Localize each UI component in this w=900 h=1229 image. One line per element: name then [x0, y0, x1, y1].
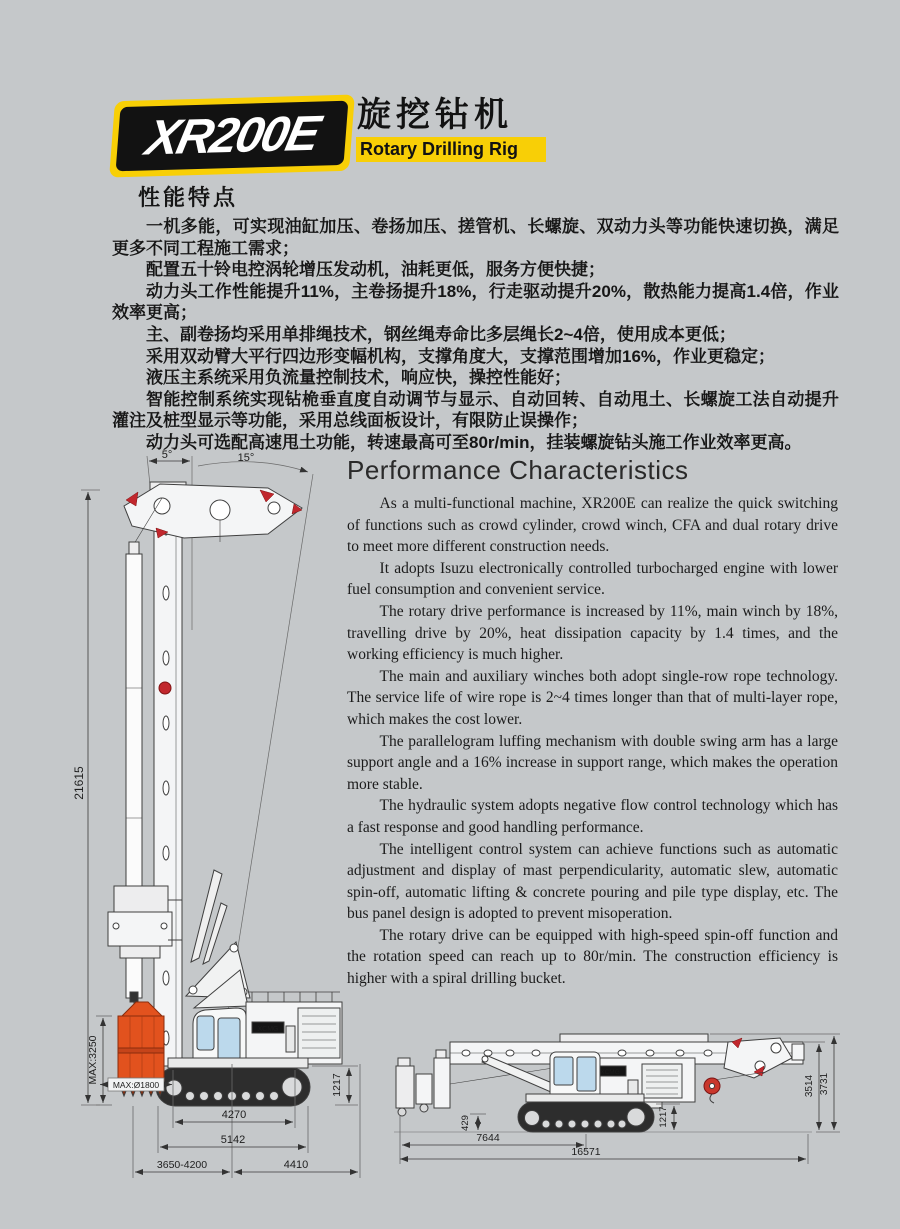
dim-4410-label: 4410: [283, 1159, 309, 1171]
features-title-chinese: 性能特点: [138, 185, 239, 210]
performance-paragraph: The hydraulic system adopts negative flow control technology which has a fast response and good handling performance.: [347, 797, 838, 836]
mast-red-marker: [159, 682, 171, 694]
product-title-english: Rotary Drilling Rig: [356, 137, 546, 162]
feature-item: 配置五十铃电控涡轮增压发动机，油耗更低，服务方便快捷；: [146, 260, 605, 280]
model-name: XR200E: [141, 105, 324, 166]
max-diameter-label: MAX:Ø1800: [112, 1080, 160, 1090]
dim-429-label: 429: [460, 1115, 471, 1131]
feature-item: 主、副卷扬均采用单排绳技术，钢丝绳寿命比多层绳长2~4倍，使用成本更低；: [146, 324, 736, 344]
mast-angle-small-label: 5°: [161, 449, 173, 461]
cab-window: [554, 1057, 573, 1085]
brand-label: XCMG: [600, 1069, 620, 1076]
dim-4270-label: 4270: [221, 1109, 247, 1121]
rig-transport-artwork: [396, 1034, 804, 1132]
feature-item: 智能控制系统实现钻桅垂直度自动调节与显示、自动回转、自动甩土、长螺旋工法自动提升灌注及桩型显示等功能，采用总线面板设计，有限防止误操作；: [112, 389, 839, 431]
feature-item: 动力头可选配高速甩土功能，转速最高可至80r/min，挂装螺旋钻头施工作业效率更高。: [146, 432, 802, 452]
performance-paragraph: The intelligent control system can achieve functions such as automatic adjustment and display of mast perpendicularity, automatic slew, automatic spin-off, automatic lifting & concrete pouring and pile type display, etc. The bus panel design is adopted to prevent misoperation.: [347, 840, 838, 923]
model-logo-inner: [116, 101, 349, 172]
cab-window: [218, 1018, 240, 1060]
performance-paragraph: The parallelogram luffing mechanism with double swing arm has a large support angle and a 16% increase in support range, which makes the operation more stable.: [347, 732, 838, 793]
cab-window: [197, 1016, 214, 1050]
rig-artwork: [108, 482, 342, 1106]
cab-window: [577, 1057, 596, 1091]
feature-item: 一机多能，可实现油缸加压、卷扬加压、搓管机、长螺旋、双动力头等功能快速切换，满足更多不同工程施工需求；: [112, 217, 839, 258]
dim-5142-label: 5142: [220, 1134, 246, 1146]
dim-16571-label: 16571: [571, 1146, 601, 1158]
mast-angle-large-label: 15°: [237, 452, 255, 464]
track-height-label: 1217: [658, 1106, 669, 1128]
overall-height-label: 21615: [72, 766, 86, 800]
performance-paragraph: As a multi-functional machine, XR200E can realize the quick switching of functions such as crowd cylinder, crowd winch, CFA and dual rotary drive to meet more different construction needs.: [347, 495, 838, 556]
dim-3731-label: 3731: [819, 1072, 830, 1096]
features-section-chinese: [112, 181, 839, 454]
performance-paragraph: The rotary drive can be equipped with high-speed spin-off function and the rotation speed can reach up to 80r/min. The construction efficiency is higher with a spiral drilling bucket.: [347, 926, 838, 988]
performance-title: Performance Characteristics: [347, 455, 689, 485]
performance-paragraph: It adopts Isuzu electronically controlled turbocharged engine with lower fuel consumption and convenient service.: [347, 559, 838, 599]
dim-3514-label: 3514: [804, 1074, 815, 1098]
performance-paragraph: The rotary drive performance is increased by 11%, main winch by 18%, travelling drive by 20%, heat dissipation capacity by 1.4 times, and the working efficiency is much higher.: [347, 602, 838, 664]
brand-label: XCMG: [257, 1026, 279, 1033]
performance-paragraph: The main and auxiliary winches both adopt single-row rope technology. The service life of wire rope is 2~4 times longer than that of multi-layer rope, which makes the cost lower.: [347, 667, 838, 728]
track-height-label: 1217: [331, 1073, 343, 1097]
performance-section-english: [347, 455, 838, 990]
feature-item: 采用双动臂大平行四边形变幅机构，支撑角度大，支撑范围增加16%，作业更稳定；: [146, 346, 776, 366]
feature-item: 液压主系统采用负流量控制技术，响应快，操控性能好；: [146, 368, 571, 388]
feature-item: 动力头工作性能提升11%，主卷扬提升18%，行走驱动提升20%，散热能力提高1.4倍，作业效率更高；: [112, 281, 839, 323]
transport-view-drawing: [388, 1028, 893, 1193]
max-lift-label: MAX:3250: [87, 1035, 99, 1085]
dim-3650-4200-label: 3650-4200: [156, 1159, 208, 1171]
dim-7644-label: 7644: [476, 1132, 500, 1144]
front-view-drawing: [70, 448, 380, 1193]
model-logo-badge: [109, 95, 355, 178]
product-title-chinese: 旋挖钻机: [357, 96, 513, 134]
